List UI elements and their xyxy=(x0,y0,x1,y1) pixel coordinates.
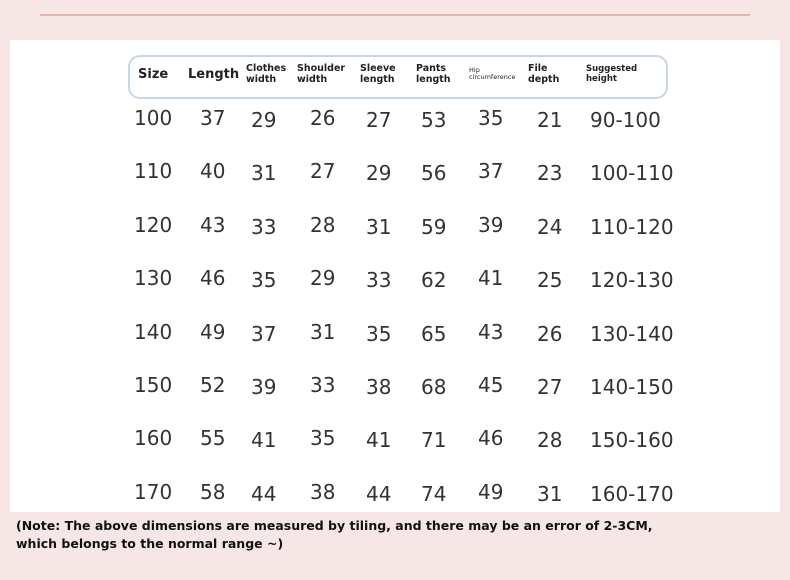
cell-hip-circumference: 46 xyxy=(478,426,504,451)
cell-shoulder-width: 29 xyxy=(310,266,336,291)
cell-file-depth: 21 xyxy=(537,108,563,132)
cell-pants-length: 53 xyxy=(421,108,447,132)
cell-size: 150 xyxy=(134,373,173,397)
cell-suggested-height: 90-100 xyxy=(590,108,661,132)
cell-length: 55 xyxy=(200,426,226,451)
cell-length: 52 xyxy=(200,373,226,397)
cell-clothes-width: 37 xyxy=(251,321,277,346)
cell-shoulder-width: 27 xyxy=(310,159,336,184)
table-row xyxy=(10,213,780,266)
top-divider xyxy=(40,14,750,16)
cell-length: 37 xyxy=(200,106,226,130)
cell-suggested-height: 140-150 xyxy=(590,375,674,399)
cell-size: 140 xyxy=(134,319,173,344)
cell-size: 100 xyxy=(134,106,173,130)
header-clothes-width: Clothes width xyxy=(246,63,287,85)
cell-hip-circumference: 43 xyxy=(478,319,504,344)
cell-suggested-height: 150-160 xyxy=(590,428,674,453)
cell-size: 160 xyxy=(134,426,173,451)
note-line-1: (Note: The above dimensions are measured by tiling, and there may be an error of 2-3CM, xyxy=(16,518,653,533)
table-row xyxy=(10,320,780,373)
cell-clothes-width: 39 xyxy=(251,375,277,399)
cell-sleeve-length: 38 xyxy=(366,375,392,399)
table-row xyxy=(10,106,780,159)
cell-sleeve-length: 29 xyxy=(366,161,392,186)
cell-shoulder-width: 38 xyxy=(310,479,336,504)
cell-size: 170 xyxy=(134,479,173,504)
cell-pants-length: 62 xyxy=(421,268,447,293)
cell-pants-length: 56 xyxy=(421,161,447,186)
cell-pants-length: 68 xyxy=(421,375,447,399)
cell-sleeve-length: 27 xyxy=(366,108,392,132)
cell-hip-circumference: 37 xyxy=(478,159,504,184)
cell-file-depth: 26 xyxy=(537,321,563,346)
cell-size: 110 xyxy=(134,159,173,184)
cell-clothes-width: 33 xyxy=(251,214,277,239)
cell-hip-circumference: 41 xyxy=(478,266,504,291)
table-row xyxy=(10,266,780,319)
cell-file-depth: 24 xyxy=(537,214,563,239)
cell-suggested-height: 110-120 xyxy=(590,214,674,239)
measurement-note xyxy=(16,517,716,553)
cell-clothes-width: 29 xyxy=(251,108,277,132)
cell-length: 58 xyxy=(200,479,226,504)
table-row xyxy=(10,426,780,479)
header-file-depth: File depth xyxy=(528,63,560,85)
cell-size: 120 xyxy=(134,212,173,237)
cell-length: 49 xyxy=(200,319,226,344)
cell-length: 40 xyxy=(200,159,226,184)
cell-suggested-height: 160-170 xyxy=(590,481,674,506)
cell-file-depth: 28 xyxy=(537,428,563,453)
cell-pants-length: 65 xyxy=(421,321,447,346)
cell-sleeve-length: 31 xyxy=(366,214,392,239)
cell-length: 46 xyxy=(200,266,226,291)
cell-file-depth: 31 xyxy=(537,481,563,506)
cell-file-depth: 27 xyxy=(537,375,563,399)
cell-hip-circumference: 35 xyxy=(478,106,504,130)
cell-file-depth: 25 xyxy=(537,268,563,293)
cell-suggested-height: 100-110 xyxy=(590,161,674,186)
cell-hip-circumference: 45 xyxy=(478,373,504,397)
cell-file-depth: 23 xyxy=(537,161,563,186)
table-row xyxy=(10,373,780,426)
cell-pants-length: 71 xyxy=(421,428,447,453)
cell-shoulder-width: 35 xyxy=(310,426,336,451)
note-line-2: which belongs to the normal range ~) xyxy=(16,536,284,552)
header-hip-circumference: Hip circumference xyxy=(469,66,516,82)
header-sleeve-length: Sleeve length xyxy=(360,63,396,85)
cell-shoulder-width: 26 xyxy=(310,106,336,130)
cell-clothes-width: 41 xyxy=(251,428,277,453)
size-chart-card xyxy=(10,40,780,512)
cell-clothes-width: 44 xyxy=(251,481,277,506)
cell-sleeve-length: 35 xyxy=(366,321,392,346)
cell-hip-circumference: 39 xyxy=(478,212,504,237)
cell-sleeve-length: 41 xyxy=(366,428,392,453)
header-shoulder-width: Shoulder width xyxy=(297,63,346,85)
cell-size: 130 xyxy=(134,266,173,291)
cell-suggested-height: 120-130 xyxy=(590,268,674,293)
cell-sleeve-length: 33 xyxy=(366,268,392,293)
header-suggested-height: Suggested height xyxy=(586,64,638,84)
cell-hip-circumference: 49 xyxy=(478,479,504,504)
cell-pants-length: 59 xyxy=(421,214,447,239)
header-length: Length xyxy=(188,67,240,82)
cell-suggested-height: 130-140 xyxy=(590,321,674,346)
cell-pants-length: 74 xyxy=(421,481,447,506)
header-size: Size xyxy=(138,67,169,82)
cell-length: 43 xyxy=(200,212,226,237)
table-row xyxy=(10,159,780,212)
cell-shoulder-width: 33 xyxy=(310,373,336,397)
header-pants-length: Pants length xyxy=(416,63,451,85)
table-header xyxy=(128,55,668,99)
cell-sleeve-length: 44 xyxy=(366,481,392,506)
cell-clothes-width: 31 xyxy=(251,161,277,186)
cell-clothes-width: 35 xyxy=(251,268,277,293)
cell-shoulder-width: 28 xyxy=(310,212,336,237)
cell-shoulder-width: 31 xyxy=(310,319,336,344)
